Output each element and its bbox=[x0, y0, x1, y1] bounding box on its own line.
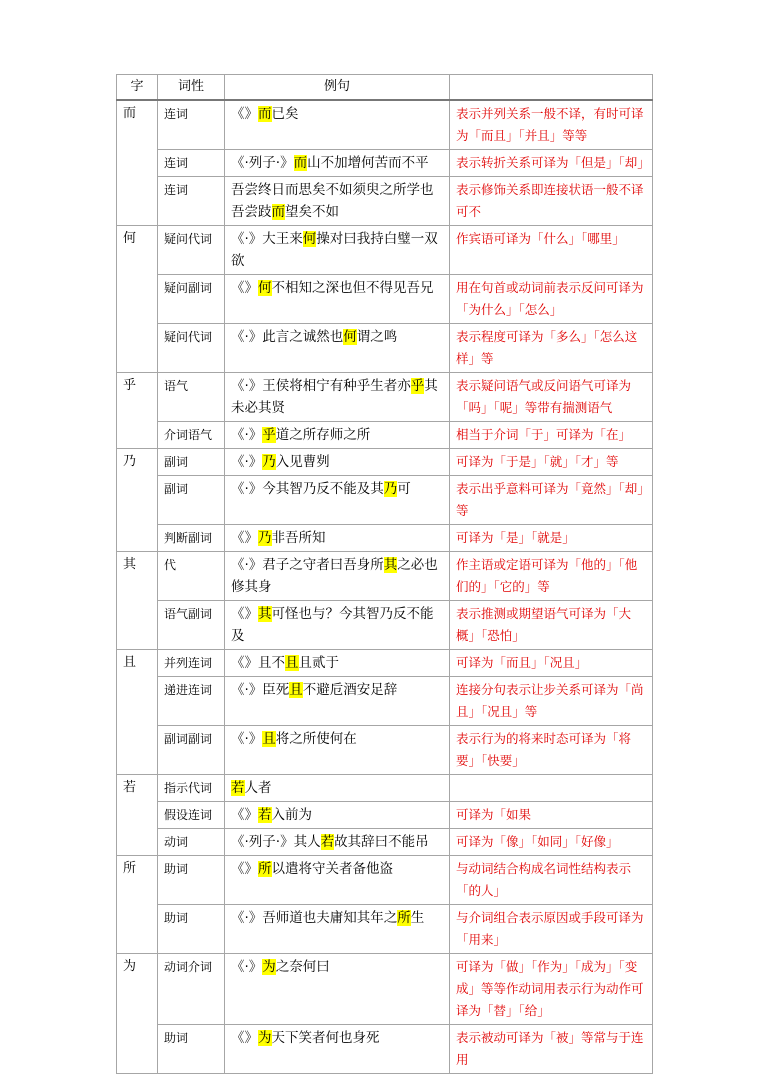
highlighted-word: 所 bbox=[397, 910, 411, 926]
example-text-after: 已矣 bbox=[271, 106, 299, 122]
highlighted-word: 且 bbox=[285, 655, 299, 671]
table-row bbox=[117, 177, 653, 226]
example-sentence bbox=[225, 275, 450, 324]
example-sentence bbox=[225, 829, 450, 856]
example-sentence bbox=[225, 324, 450, 373]
word-type: 语气副词 bbox=[158, 601, 225, 650]
example-sentence bbox=[225, 150, 450, 177]
usage-note: 与动词结合构成名词性结构表示「的人」 bbox=[450, 856, 653, 905]
usage-note: 可译为「像」「如同」「好像」 bbox=[450, 829, 653, 856]
usage-note: 表示出乎意料可译为「竟然」「却」等 bbox=[450, 476, 653, 525]
function-word-char: 且 bbox=[117, 650, 158, 775]
example-text-before: 《》 bbox=[231, 861, 258, 877]
highlighted-word: 乎 bbox=[410, 378, 425, 394]
usage-note: 可译为「而且」「况且」 bbox=[450, 650, 653, 677]
header-example: 例句 bbox=[225, 75, 450, 101]
example-text-before: 《·》君子之守者曰吾身所 bbox=[231, 557, 384, 573]
example-text-before: 《·列子·》 bbox=[231, 155, 294, 171]
word-type: 助词 bbox=[158, 905, 225, 954]
highlighted-word: 若 bbox=[320, 834, 335, 850]
word-type: 动词 bbox=[158, 829, 225, 856]
table-row bbox=[117, 525, 653, 552]
table-row bbox=[117, 954, 653, 1025]
example-text-before: 《·》 bbox=[231, 454, 263, 470]
highlighted-word: 乃 bbox=[383, 481, 398, 497]
usage-note: 表示推测或期望语气可译为「大概」「恐怕」 bbox=[450, 601, 653, 650]
example-text-after: 天下笑者何也身死 bbox=[271, 1030, 380, 1046]
example-text-before: 吾尝终日而思矣不如须臾之所学也吾尝跂 bbox=[231, 182, 434, 220]
highlighted-word: 为 bbox=[258, 1030, 272, 1046]
usage-note: 用在句首或动词前表示反问可译为「为什么」「怎么」 bbox=[450, 275, 653, 324]
example-text-after: 人者 bbox=[244, 780, 272, 796]
table-row bbox=[117, 802, 653, 829]
usage-note: 可译为「做」「作为」「成为」「变成」等等作动词用表示行为动作可译为「替」「给」 bbox=[450, 954, 653, 1025]
example-text-after: 非吾所知 bbox=[271, 530, 326, 546]
table-row bbox=[117, 775, 653, 802]
example-text-before: 《》 bbox=[231, 530, 258, 546]
table-row bbox=[117, 373, 653, 422]
table-row bbox=[117, 275, 653, 324]
table-row bbox=[117, 100, 653, 150]
usage-note: 表示行为的将来时态可译为「将要」「快要」 bbox=[450, 726, 653, 775]
example-sentence bbox=[225, 905, 450, 954]
highlighted-word: 且 bbox=[262, 731, 276, 747]
table-row bbox=[117, 449, 653, 476]
word-type: 递进连词 bbox=[158, 677, 225, 726]
word-type: 代 bbox=[158, 552, 225, 601]
table-row bbox=[117, 226, 653, 275]
example-text-after: 操对曰我持白璧一双欲 bbox=[231, 231, 438, 269]
highlighted-word: 所 bbox=[258, 861, 272, 877]
function-word-char: 其 bbox=[117, 552, 158, 650]
highlighted-word: 何 bbox=[343, 329, 357, 345]
example-text-before: 《·》 bbox=[231, 959, 263, 975]
example-text-before: 《》 bbox=[231, 606, 258, 622]
table-row bbox=[117, 829, 653, 856]
table-row bbox=[117, 150, 653, 177]
usage-note: 作主语或定语可译为「他的」「他们的」「它的」等 bbox=[450, 552, 653, 601]
highlighted-word: 乃 bbox=[258, 530, 272, 546]
example-text-after: 之奈何曰 bbox=[275, 959, 330, 975]
function-word-table bbox=[116, 74, 653, 1074]
example-text-after: 以遣将守关者备他盗 bbox=[271, 861, 393, 877]
table-row bbox=[117, 677, 653, 726]
example-sentence bbox=[225, 449, 450, 476]
word-type: 助词 bbox=[158, 1025, 225, 1074]
table-row bbox=[117, 552, 653, 601]
example-sentence bbox=[225, 1025, 450, 1074]
word-type: 语气 bbox=[158, 373, 225, 422]
word-type: 助词 bbox=[158, 856, 225, 905]
function-word-char: 所 bbox=[117, 856, 158, 954]
word-type: 指示代词 bbox=[158, 775, 225, 802]
word-type: 副词 bbox=[158, 449, 225, 476]
example-text-before: 《·》 bbox=[231, 427, 263, 443]
example-sentence bbox=[225, 552, 450, 601]
example-text-before: 《》 bbox=[231, 1030, 258, 1046]
example-text-before: 《》且不 bbox=[231, 655, 285, 671]
example-text-after: 可怪也与？今其智乃反不能及 bbox=[231, 606, 434, 644]
example-text-after: 之必也修其身 bbox=[231, 557, 438, 595]
usage-note: 与介词组合表示原因或手段可译为「用来」 bbox=[450, 905, 653, 954]
example-text-after: 故其辞曰不能吊 bbox=[334, 834, 429, 850]
table-row bbox=[117, 856, 653, 905]
usage-note: 表示转折关系可译为「但是」「却」 bbox=[450, 150, 653, 177]
table-row bbox=[117, 601, 653, 650]
highlighted-word: 若 bbox=[258, 807, 272, 823]
example-text-before: 《·》王侯将相宁有种乎生者亦 bbox=[231, 378, 411, 394]
function-word-char: 何 bbox=[117, 226, 158, 373]
example-sentence bbox=[225, 802, 450, 829]
function-word-char: 而 bbox=[117, 100, 158, 226]
usage-note: 表示被动可译为「被」等常与于连用 bbox=[450, 1025, 653, 1074]
function-word-char: 乃 bbox=[117, 449, 158, 552]
table-row bbox=[117, 726, 653, 775]
table-row bbox=[117, 650, 653, 677]
example-text-before: 《·》大王来 bbox=[231, 231, 303, 247]
usage-note: 表示修饰关系即连接状语一般不译可不 bbox=[450, 177, 653, 226]
example-text-after: 可 bbox=[397, 481, 411, 497]
highlighted-word: 为 bbox=[262, 959, 276, 975]
example-text-after: 望矣不如 bbox=[285, 204, 339, 220]
example-text-after: 谓之鸣 bbox=[356, 329, 398, 345]
example-text-before: 《》 bbox=[231, 106, 258, 122]
example-text-after: 将之所使何在 bbox=[275, 731, 357, 747]
example-sentence bbox=[225, 954, 450, 1025]
usage-note: 相当于介词「于」可译为「在」 bbox=[450, 422, 653, 449]
example-sentence bbox=[225, 601, 450, 650]
highlighted-word: 乎 bbox=[262, 427, 276, 443]
word-type: 连词 bbox=[158, 150, 225, 177]
usage-note: 可译为「如果 bbox=[450, 802, 653, 829]
word-type: 疑问副词 bbox=[158, 275, 225, 324]
word-type: 判断副词 bbox=[158, 525, 225, 552]
word-type: 介词语气 bbox=[158, 422, 225, 449]
table-row bbox=[117, 1025, 653, 1074]
example-text-after: 道之所存师之所 bbox=[275, 427, 371, 443]
example-sentence bbox=[225, 422, 450, 449]
usage-note: 表示程度可译为「多么」「怎么这样」等 bbox=[450, 324, 653, 373]
example-sentence bbox=[225, 856, 450, 905]
table-row bbox=[117, 324, 653, 373]
word-type: 连词 bbox=[158, 100, 225, 150]
usage-note: 可译为「于是」「就」「才」等 bbox=[450, 449, 653, 476]
example-sentence bbox=[225, 226, 450, 275]
example-sentence bbox=[225, 177, 450, 226]
word-type: 假设连词 bbox=[158, 802, 225, 829]
word-type: 副词副词 bbox=[158, 726, 225, 775]
usage-note bbox=[450, 775, 653, 802]
header-char: 字 bbox=[117, 75, 158, 101]
example-text-after: 其未必其贤 bbox=[231, 378, 438, 416]
function-word-char: 乎 bbox=[117, 373, 158, 449]
example-text-after: 不避卮酒安足辞 bbox=[302, 682, 398, 698]
highlighted-word: 若 bbox=[231, 780, 245, 796]
example-text-after: 入前为 bbox=[271, 807, 312, 823]
example-text-before: 《》 bbox=[231, 807, 258, 823]
highlighted-word: 而 bbox=[258, 106, 272, 122]
example-sentence bbox=[225, 476, 450, 525]
example-sentence bbox=[225, 100, 450, 150]
usage-note: 连接分句表示让步关系可译为「尚且」「况且」等 bbox=[450, 677, 653, 726]
usage-note: 表示疑问语气或反问语气可译为「吗」「呢」等带有揣测语气 bbox=[450, 373, 653, 422]
highlighted-word: 乃 bbox=[262, 454, 276, 470]
word-type: 疑问代词 bbox=[158, 324, 225, 373]
example-text-before: 《·》此言之诚然也 bbox=[231, 329, 344, 345]
table-header-row bbox=[117, 75, 653, 101]
word-type: 连词 bbox=[158, 177, 225, 226]
example-sentence bbox=[225, 775, 450, 802]
example-text-after: 山不加增何苦而不平 bbox=[307, 155, 429, 171]
highlighted-word: 其 bbox=[258, 606, 272, 622]
example-text-after: 生 bbox=[410, 910, 425, 926]
highlighted-word: 而 bbox=[271, 204, 285, 220]
example-text-before: 《·》臣死 bbox=[231, 682, 290, 698]
usage-note: 可译为「是」「就是」 bbox=[450, 525, 653, 552]
header-note bbox=[450, 75, 653, 101]
table-row bbox=[117, 905, 653, 954]
example-sentence bbox=[225, 525, 450, 552]
usage-note: 作宾语可译为「什么」「哪里」 bbox=[450, 226, 653, 275]
word-type: 动词介词 bbox=[158, 954, 225, 1025]
highlighted-word: 何 bbox=[302, 231, 317, 247]
example-sentence bbox=[225, 677, 450, 726]
example-text-before: 《·》 bbox=[231, 731, 263, 747]
header-type: 词性 bbox=[158, 75, 225, 101]
highlighted-word: 而 bbox=[293, 155, 308, 171]
table-row bbox=[117, 422, 653, 449]
example-text-after: 入见曹刿 bbox=[275, 454, 330, 470]
function-word-char: 为 bbox=[117, 954, 158, 1074]
example-text-before: 《·》今其智乃反不能及其 bbox=[231, 481, 384, 497]
example-text-before: 《·》吾师道也夫庸知其年之 bbox=[231, 910, 398, 926]
example-sentence bbox=[225, 726, 450, 775]
word-type: 副词 bbox=[158, 476, 225, 525]
table-row bbox=[117, 476, 653, 525]
function-word-char: 若 bbox=[117, 775, 158, 856]
highlighted-word: 且 bbox=[289, 682, 303, 698]
example-text-before: 《》 bbox=[231, 280, 258, 296]
example-text-before: 《·列子·》其人 bbox=[231, 834, 321, 850]
word-type: 并列连词 bbox=[158, 650, 225, 677]
word-type: 疑问代词 bbox=[158, 226, 225, 275]
example-sentence bbox=[225, 373, 450, 422]
highlighted-word: 何 bbox=[258, 280, 272, 296]
example-text-after: 且贰于 bbox=[298, 655, 339, 671]
highlighted-word: 其 bbox=[383, 557, 398, 573]
example-sentence bbox=[225, 650, 450, 677]
usage-note: 表示并列关系一般不译，有时可译为「而且」「并且」等等 bbox=[450, 100, 653, 150]
example-text-after: 不相知之深也但不得见吾兄 bbox=[271, 280, 434, 296]
